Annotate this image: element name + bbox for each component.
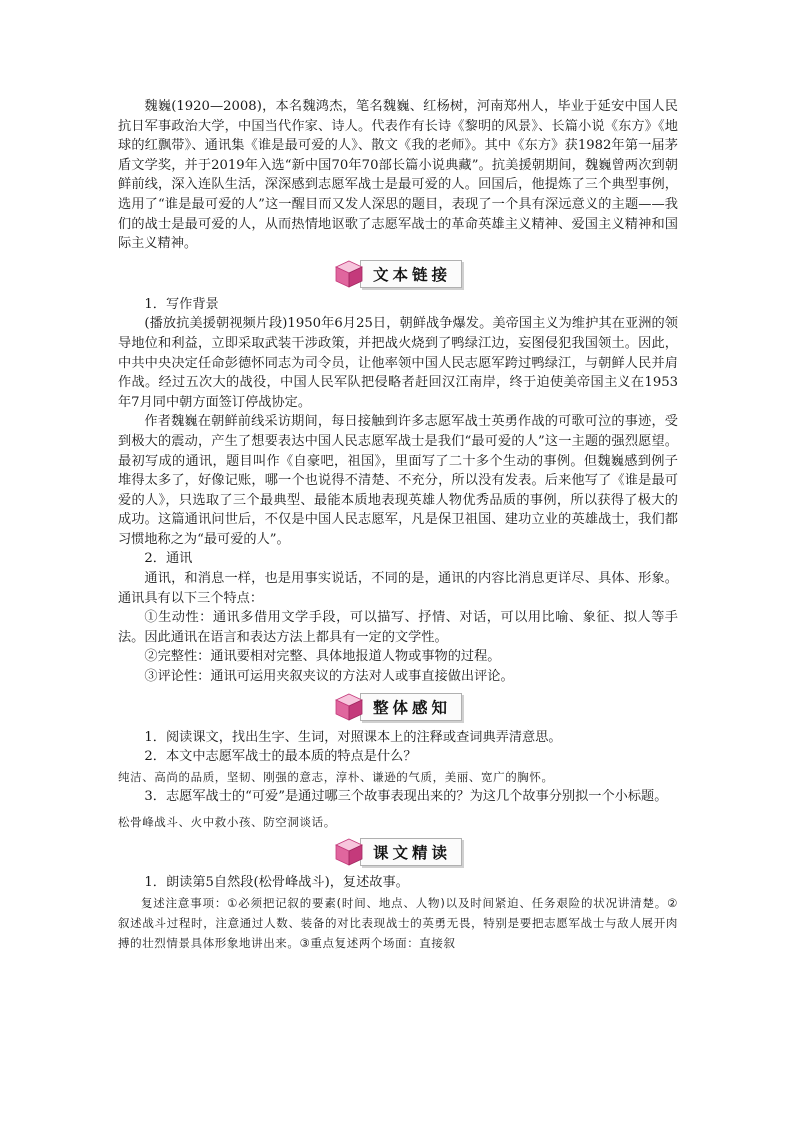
question-3: 3．志愿军战士的“可爱”是通过哪三个故事表现出来的？为这几个故事分别拟一个小标题。 (144, 788, 668, 804)
answer-2: 纯洁、高尚的品质，坚韧、刚强的意志，淳朴、谦逊的气质，美丽、宽广的胸怀。 (118, 769, 554, 784)
reading-question-1: 1．朗读第5自然段(松骨峰战斗)，复述故事。 (144, 875, 409, 891)
feature-commentary: ③评论性：通讯可运用夹叙夹议的方法对人或事直接做出评论。 (144, 669, 514, 685)
section-banner-close-reading (118, 835, 678, 869)
pink-cube-icon (334, 692, 364, 722)
section-banner-text-link (118, 257, 678, 291)
section-title: 课文精读 (360, 838, 462, 866)
question-2: 2．本文中志愿军战士的最本质的特点是什么？ (144, 749, 417, 765)
section-banner-overall (118, 690, 678, 724)
answer-3: 松骨峰战斗、火中救小孩、防空洞谈话。 (118, 815, 336, 830)
author-intro-paragraph: 魏巍(1920—2008)，本名魏鸿杰，笔名魏巍、红杨树，河南郑州人，毕业于延安中国人民抗日军事政治大学，中国当代作家、诗人。代表作有长诗《黎明的风景》、长篇小说《东方》《地球的红飘带》、通讯集《谁是最可爱的人》、散文《我的老师》。其中《东方》获1982年第一届茅盾文学奖，并于2019年入选“新中国70年70部长篇小说典藏”。抗美援朝期间，魏巍曾两次到朝鲜前线，深入连队生活，深深感到志愿军战士是最可爱的人。回国后，他提炼了三个典型事例，选用了“谁是最可爱的人”这一醒目而又发人深思的题目，表现了一个具有深远意义的主题——我们的战士是最可爱的人，从而热情地讴歌了志愿军战士的革命英雄主义精神、爱国主义精神和国际主义精神。 (118, 99, 678, 252)
feature-completeness: ②完整性：通讯要相对完整、具体地报道人物或事物的过程。 (144, 649, 501, 665)
section-title: 文本链接 (360, 260, 462, 288)
section-title: 整体感知 (360, 693, 462, 721)
item-heading: 2．通讯 (144, 551, 193, 567)
item-heading: 1．写作背景 (144, 296, 219, 312)
pink-cube-icon (334, 837, 364, 867)
background-paragraph-2: 作者魏巍在朝鲜前线采访期间，每日接触到许多志愿军战士英勇作战的可歌可泣的事迹，受到极大的震动，产生了想要表达中国人民志愿军战士是我们“最可爱的人”这一主题的强烈愿望。最初写成的通讯，题目叫作《自豪吧，祖国》，里面写了二十多个生动的事例。但魏巍感到例子堆得太多了，好像记账，哪一个也说得不清楚、不充分，所以没有发表。后来他写了《谁是最可爱的人》，只选取了三个最典型、最能本质地表现英雄人物优秀品质的事例，所以获得了极大的成功。这篇通讯问世后，不仅是中国人民志愿军，凡是保卫祖国、建功立业的英雄战士，我们都习惯地称之为“最可爱的人”。 (118, 414, 678, 547)
feature-vividness: ①生动性：通讯多借用文学手段，可以描写、抒情、对话，可以用比喻、象征、拟人等手法。因此通讯在语言和表达方法上都具有一定的文学性。 (118, 610, 678, 645)
question-1: 1．阅读课文，找出生字、生词，对照课本上的注释或查词典弄清意思。 (144, 729, 562, 745)
reading-answer-1: 复述注意事项：①必须把记叙的要素(时间、地点、人物)以及时间紧迫、任务艰险的状况讲清楚。②叙述战斗过程时，注意通过人数、装备的对比表现战士的英勇无畏，特别是要把志愿军战士与敌人展开肉搏的壮烈情景具体形象地讲出来。③重点复述两个场面：直接叙 (118, 896, 678, 950)
pink-cube-icon (334, 259, 364, 289)
document-page (118, 97, 678, 953)
background-paragraph-1: (播放抗美援朝视频片段)1950年6月25日，朝鲜战争爆发。美帝国主义为维护其在亚洲的领导地位和利益，立即采取武装干涉政策，并把战火烧到了鸭绿江边，妄图侵犯我国领土。因此，中共中央决定任命彭德怀同志为司令员，让他率领中国人民志愿军跨过鸭绿江，与朝鲜人民并肩作战。经过五次大的战役，中国人民军队把侵略者赶回汉江南岸，终于迫使美帝国主义在1953年7月同中朝方面签订停战协定。 (118, 316, 678, 410)
news-definition-paragraph: 通讯，和消息一样，也是用事实说话，不同的是，通讯的内容比消息更详尽、具体、形象。通讯具有以下三个特点： (118, 571, 678, 606)
